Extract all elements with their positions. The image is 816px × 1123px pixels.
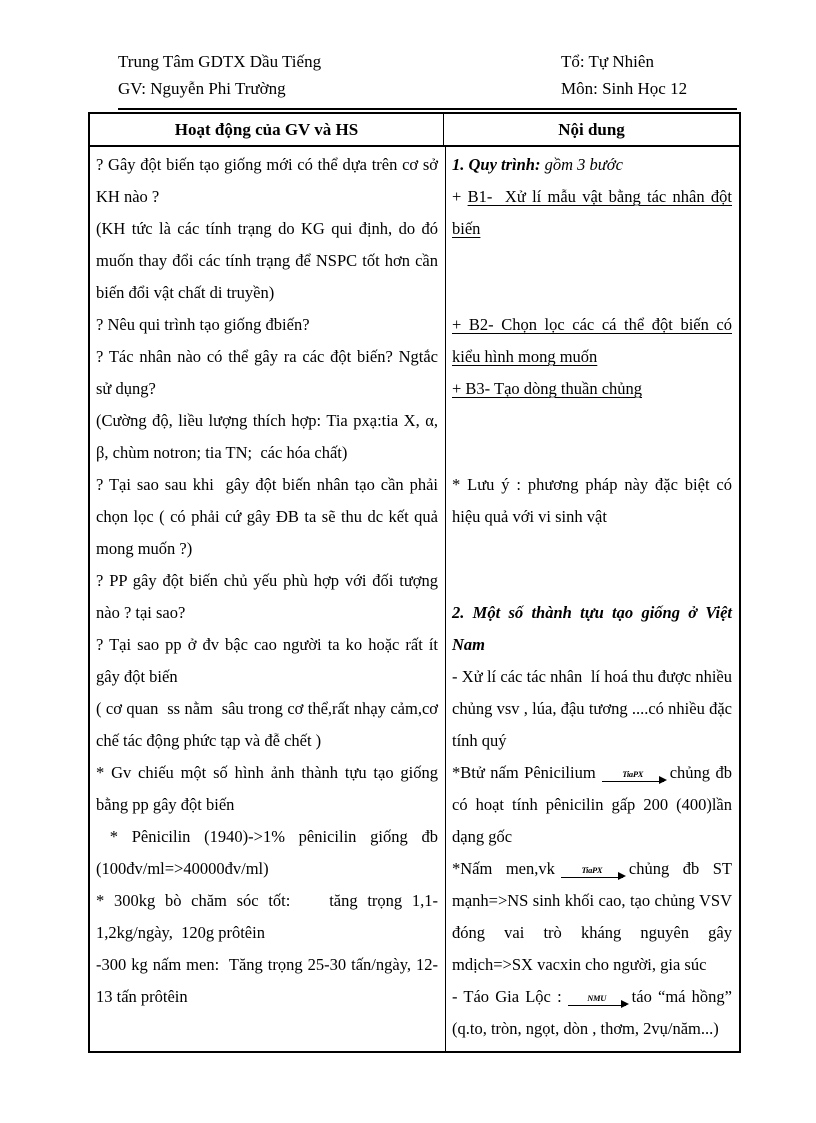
quy-trinh-label: 1. Quy trình: <box>452 155 541 174</box>
paragraph-nam-men: -300 kg nấm men: Tăng trọng 25-30 tấn/ngày, 12-13 tấn prôtêin <box>96 955 438 1006</box>
paragraph-question-2: ? Nêu qui trình tạo giống đbiến? <box>96 315 310 334</box>
lesson-table <box>88 112 741 1053</box>
paragraph-question-3: ? Tác nhân nào có thể gây ra các đột biến? Ngtắc sử dụng? <box>96 347 438 398</box>
reaction-arrow-nmu <box>568 994 626 1006</box>
section-title-quy-trinh <box>452 149 732 181</box>
table-header-row <box>90 114 739 147</box>
header-teacher: GV: Nguyễn Phi Trường <box>118 79 286 98</box>
arrow-label-tiapx-1: TiaPX <box>622 769 644 779</box>
tao-pre: - Táo Gia Lộc : <box>452 987 562 1006</box>
section-title-thanh-tuu: 2. Một số thành tựu tạo giống ở Việt Nam <box>452 603 732 654</box>
header-row-1 <box>118 48 737 75</box>
header-subject: Môn: Sinh Học 12 <box>561 79 688 98</box>
paragraph-note-co-quan: ( cơ quan ss nằm sâu trong cơ thể,rất nhạy cảm,cơ chế tác động phức tạp và đễ chết ) <box>96 699 438 750</box>
reaction-arrow-tiapx-1 <box>602 770 664 782</box>
step-b3 <box>452 373 732 405</box>
step-b3-text: + B3- Tạo dòng thuần chủng <box>452 379 643 398</box>
penicilium-post: chủng đb có hoạt tính pênicilin gấp 200 (400)lần dạng gốc <box>452 763 733 846</box>
step-b1-text: B1- Xử lí mẫu vật bằng tác nhân đột biến <box>452 187 732 238</box>
nam-men-pre: *Nấm men,vk <box>452 859 555 878</box>
doc-header <box>118 48 737 110</box>
activities-cell <box>90 147 446 1051</box>
step-b1 <box>452 181 732 245</box>
step-b1-plus: + <box>452 187 468 206</box>
header-group: Tổ: Tự Nhiên <box>561 52 654 71</box>
paragraph-gv-chieu: * Gv chiếu một số hình ảnh thành tựu tạo giống bằng pp gây đột biến <box>96 763 438 814</box>
table-body-row <box>90 147 739 1051</box>
col-header-activities: Hoạt động của GV và HS <box>90 114 444 145</box>
header-org: Trung Tâm GDTX Dầu Tiếng <box>118 52 322 71</box>
paragraph-question-5: ? PP gây đột biến chủ yếu phù hợp với đối tượng nào ? tại sao? <box>96 571 438 622</box>
paragraph-question-1: ? Gây đột biến tạo giống mới có thể dựa trên cơ sở KH nào ? <box>96 155 438 206</box>
col-header-content: Nội dung <box>558 120 625 139</box>
step-b2-text: + B2- Chọn lọc các cá thể đột biến có kiểu hình mong muốn <box>452 315 732 366</box>
paragraph-bo: * 300kg bò chăm sóc tốt: tăng trọng 1,1-1,2kg/ngày, 120g prôtêin <box>96 891 438 942</box>
arrow-label-tiapx-2: TiaPX <box>581 865 603 875</box>
arrow-line-icon <box>561 875 623 878</box>
quy-trinh-rest: gồm 3 bước <box>540 155 623 174</box>
paragraph-question-4: ? Tại sao sau khi gây đột biến nhân tạo cần phải chọn lọc ( có phải cứ gây ĐB ta sẽ thu dc kết quả mong muốn ?) <box>96 475 438 558</box>
step-b2 <box>452 309 732 373</box>
arrow-line-icon <box>568 1003 626 1006</box>
note-luu-y: * Lưu ý : phương pháp này đặc biệt có hiệu quả với vi sinh vật <box>452 475 732 526</box>
paragraph-penicilium <box>452 757 732 853</box>
arrow-label-nmu: NMU <box>587 993 607 1003</box>
paragraph-penicilin: * Pênicilin (1940)->1% pênicilin giống đb (100đv/ml=>40000đv/ml) <box>96 827 438 878</box>
paragraph-note-kh: (KH tức là các tính trạng do KG qui định, do đó muốn thay đổi các tính trạng để NSPC tốt hơn cần biến đổi vật chất di truyền) <box>96 219 438 302</box>
paragraph-question-6: ? Tại sao pp ở đv bậc cao người ta ko hoặc rất ít gây đột biến <box>96 635 438 686</box>
tao-post: táo “má hồng” (q.to, tròn, ngọt, dòn , thơm, 2vụ/năm...) <box>452 987 732 1038</box>
arrow-line-icon <box>602 779 664 782</box>
paragraph-note-cuong-do: (Cường độ, liều lượng thích hợp: Tia pxạ:tia X, α, β, chùm notron; tia TN; các hóa chất) <box>96 411 438 462</box>
penicilium-pre: *Btử nấm Pênicilium <box>452 763 596 782</box>
paragraph-tao-gia-loc <box>452 981 732 1045</box>
nam-men-post: chủng đb ST mạnh=>NS sinh khối cao, tạo chủng VSV đóng vai trò kháng nguyên gây mdịch=>SX vacxin cho người, gia súc <box>452 859 732 974</box>
reaction-arrow-tiapx-2 <box>561 866 623 878</box>
paragraph-nam-men-vk <box>452 853 732 981</box>
content-cell <box>446 147 739 1051</box>
header-row-2 <box>118 75 737 102</box>
paragraph-xu-li: - Xử lí các tác nhân lí hoá thu được nhiều chủng vsv , lúa, đậu tương ....có nhiều đặc tính quý <box>452 667 732 750</box>
